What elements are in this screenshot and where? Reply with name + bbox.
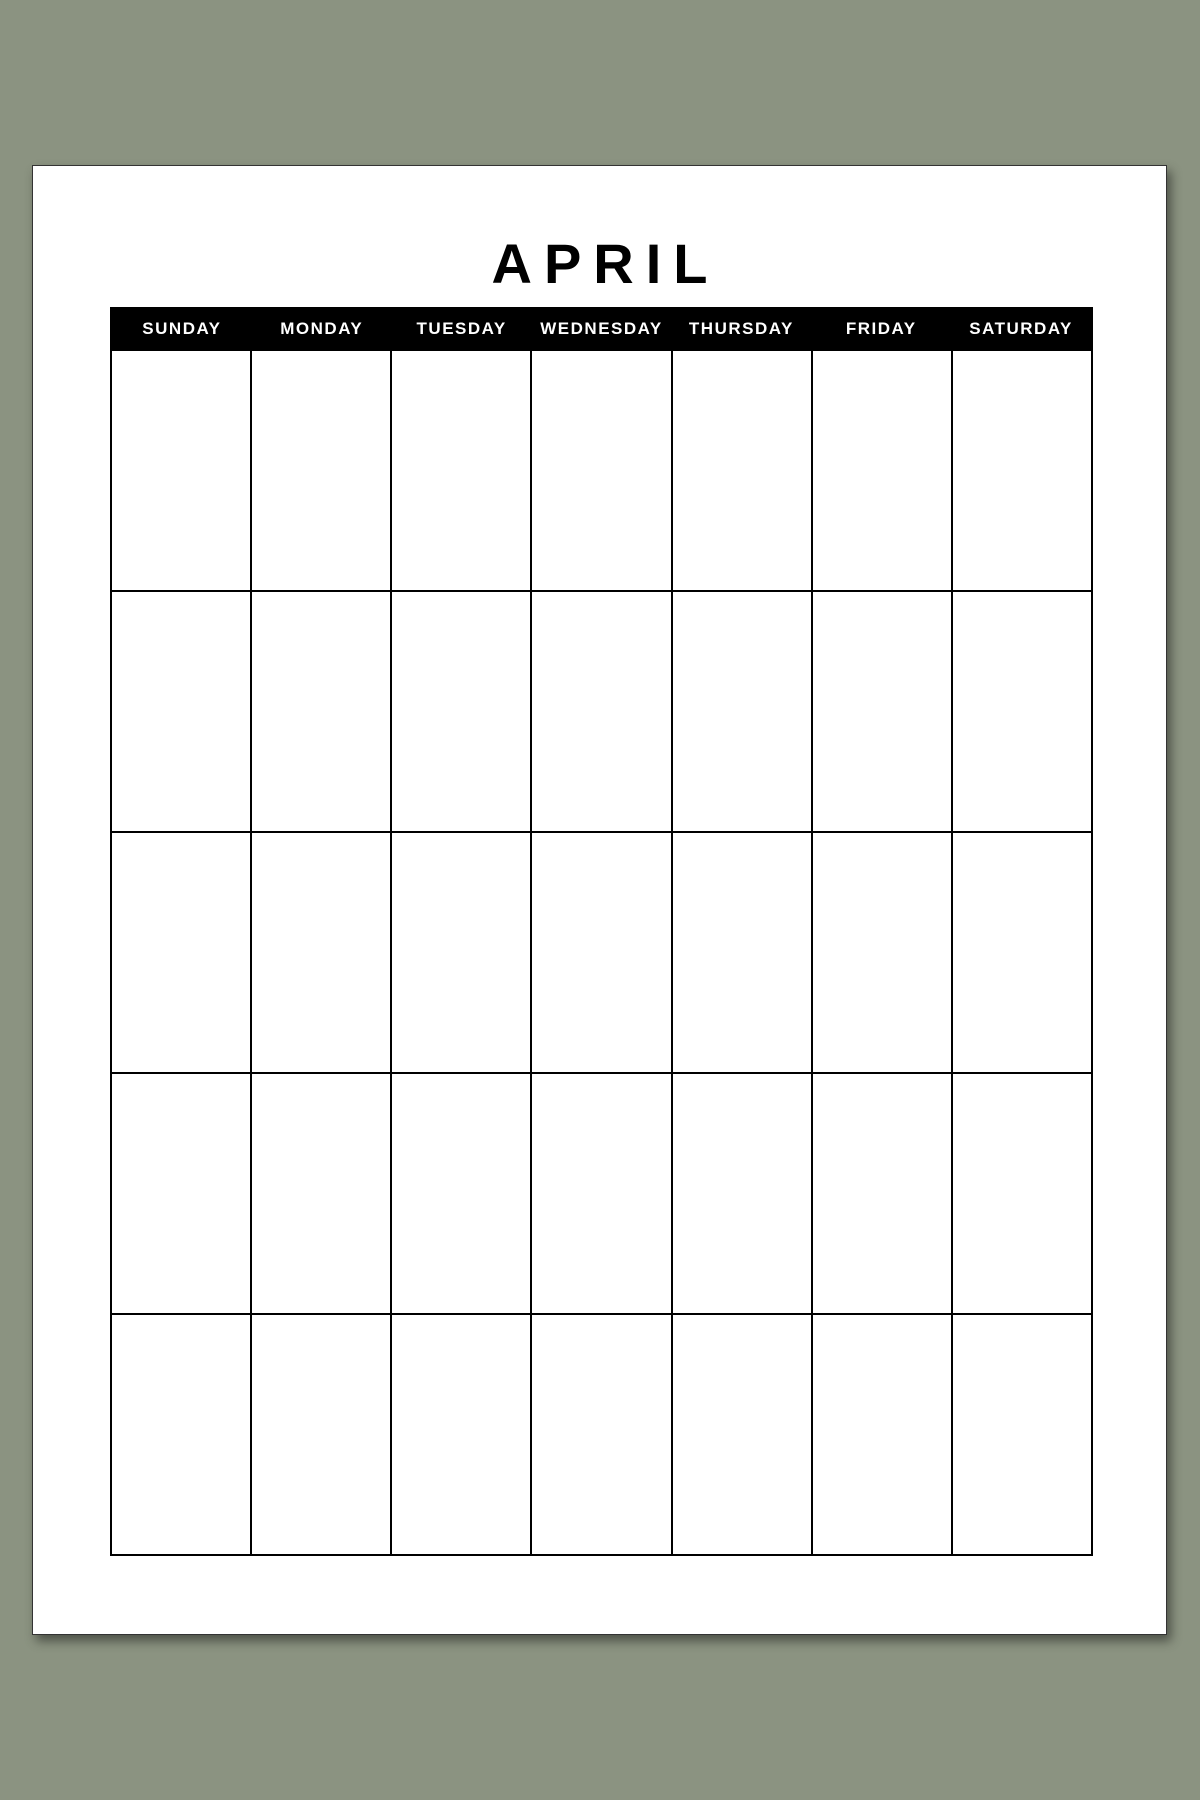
day-cell[interactable] bbox=[953, 1074, 1093, 1315]
day-cell[interactable] bbox=[392, 351, 532, 592]
day-cell[interactable] bbox=[813, 351, 953, 592]
day-cell[interactable] bbox=[532, 1315, 672, 1556]
day-cell[interactable] bbox=[813, 1315, 953, 1556]
day-cell[interactable] bbox=[673, 833, 813, 1074]
day-cell[interactable] bbox=[392, 1074, 532, 1315]
weekday-header-thursday: THURSDAY bbox=[688, 319, 794, 338]
day-cell[interactable] bbox=[953, 592, 1093, 833]
weekday-header-friday: FRIDAY bbox=[845, 319, 917, 338]
day-cell[interactable] bbox=[532, 833, 672, 1074]
day-cell[interactable] bbox=[673, 1074, 813, 1315]
day-cell[interactable] bbox=[953, 833, 1093, 1074]
day-cell[interactable] bbox=[112, 1074, 252, 1315]
day-cell[interactable] bbox=[532, 351, 672, 592]
day-cell[interactable] bbox=[392, 1315, 532, 1556]
day-cell[interactable] bbox=[673, 351, 813, 592]
day-cell[interactable] bbox=[673, 1315, 813, 1556]
day-cell[interactable] bbox=[252, 592, 392, 833]
day-cell[interactable] bbox=[252, 1074, 392, 1315]
calendar-page bbox=[32, 165, 1167, 1635]
day-cells bbox=[110, 351, 1093, 1556]
day-cell[interactable] bbox=[532, 592, 672, 833]
day-cell[interactable] bbox=[813, 833, 953, 1074]
weekday-header-sunday: SUNDAY bbox=[142, 319, 222, 338]
day-cell[interactable] bbox=[252, 1315, 392, 1556]
month-title: APRIL bbox=[491, 232, 720, 295]
day-cell[interactable] bbox=[813, 592, 953, 833]
day-cell[interactable] bbox=[112, 351, 252, 592]
day-cell[interactable] bbox=[112, 592, 252, 833]
day-cell[interactable] bbox=[392, 833, 532, 1074]
day-cell[interactable] bbox=[953, 351, 1093, 592]
day-cell[interactable] bbox=[112, 833, 252, 1074]
day-cell[interactable] bbox=[112, 1315, 252, 1556]
day-cell[interactable] bbox=[252, 833, 392, 1074]
day-cell[interactable] bbox=[392, 592, 532, 833]
weekday-header-tuesday: TUESDAY bbox=[416, 319, 507, 338]
day-cell[interactable] bbox=[673, 592, 813, 833]
calendar-grid bbox=[110, 307, 1093, 1556]
day-cell[interactable] bbox=[532, 1074, 672, 1315]
day-cell[interactable] bbox=[252, 351, 392, 592]
weekday-header-saturday: SATURDAY bbox=[969, 319, 1073, 338]
day-cell[interactable] bbox=[953, 1315, 1093, 1556]
day-cell[interactable] bbox=[813, 1074, 953, 1315]
weekday-header-row bbox=[110, 307, 1093, 351]
weekday-header-wednesday: WEDNESDAY bbox=[540, 319, 663, 338]
weekday-header-monday: MONDAY bbox=[280, 319, 364, 338]
